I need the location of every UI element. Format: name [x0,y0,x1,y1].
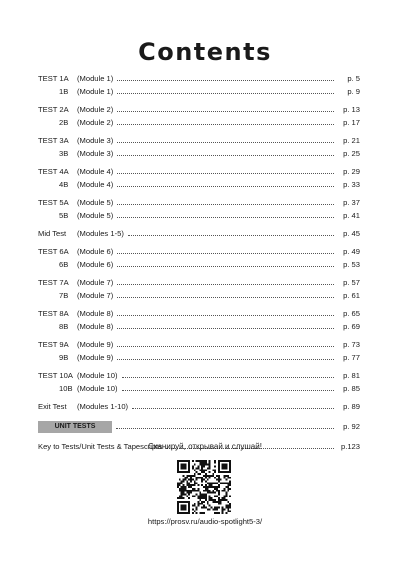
toc-module-label: (Module 7) [77,291,114,300]
toc-row[interactable] [38,351,360,364]
toc-row[interactable] [38,369,360,382]
toc-test-label: 9B [59,353,69,362]
unit-tests-label: UNIT TESTS [38,421,112,433]
toc-test-label: Mid Test [38,229,67,238]
toc-page-number: p. 89 [343,402,360,411]
toc-page-number: p. 85 [343,384,360,393]
toc-test-label: 1B [59,87,69,96]
toc-row[interactable] [38,72,360,85]
toc-row[interactable] [38,245,360,258]
toc-module-label: (Module 8) [77,309,114,318]
toc-row-unit-tests[interactable] [38,420,360,433]
dot-leader [117,93,334,94]
toc-module-label: (Module 1) [77,74,114,83]
dot-leader [117,297,334,298]
dot-leader [117,204,334,205]
dot-leader [132,408,334,409]
toc-test-label: 4B [59,180,69,189]
toc-page-number: p. 37 [343,198,360,207]
toc-module-label: (Module 5) [77,211,114,220]
toc-page-number: p. 29 [343,167,360,176]
toc-test-label: TEST 3A [38,136,69,145]
toc-module-label: (Module 10) [77,384,118,393]
toc-test-label: TEST 7A [38,278,69,287]
toc-row[interactable] [38,227,360,240]
toc-module-label: (Module 3) [77,149,114,158]
toc-test-label: 7B [59,291,69,300]
toc-page-number: p. 45 [343,229,360,238]
toc-page-number: p. 69 [343,322,360,331]
dot-leader [117,253,334,254]
toc-module-label: (Module 9) [77,353,114,362]
toc-module-label: (Module 6) [77,260,114,269]
table-of-contents [38,72,360,453]
toc-page-number: p. 5 [347,74,360,83]
toc-row[interactable] [38,134,360,147]
toc-module-label: (Module 9) [77,340,114,349]
dot-leader [116,428,334,429]
dot-leader [117,315,334,316]
toc-module-label: (Module 4) [77,180,114,189]
toc-row[interactable] [38,382,360,395]
toc-row[interactable] [38,307,360,320]
toc-page-number: p. 49 [343,247,360,256]
toc-test-label: TEST 5A [38,198,69,207]
toc-row[interactable] [38,400,360,413]
toc-module-label: (Module 5) [77,198,114,207]
toc-module-label: (Module 1) [77,87,114,96]
toc-page-number: p. 41 [343,211,360,220]
qr-code-icon[interactable] [177,460,231,514]
toc-page-number: p. 9 [347,87,360,96]
toc-row[interactable] [38,258,360,271]
toc-module-label: (Module 2) [77,118,114,127]
toc-page-number: p. 13 [343,105,360,114]
toc-test-label: TEST 4A [38,167,69,176]
toc-module-label: (Module 6) [77,247,114,256]
dot-leader [117,328,334,329]
toc-test-label: TEST 2A [38,105,69,114]
dot-leader [117,186,334,187]
toc-page-number: p. 21 [343,136,360,145]
dot-leader [117,80,334,81]
toc-page-number: p. 57 [343,278,360,287]
dot-leader [117,359,334,360]
toc-test-label: TEST 6A [38,247,69,256]
toc-page-number: p. 53 [343,260,360,269]
toc-row[interactable] [38,178,360,191]
dot-leader [117,284,334,285]
dot-leader [122,377,334,378]
toc-test-label: TEST 9A [38,340,69,349]
toc-test-label: 5B [59,211,69,220]
toc-page-number: p. 25 [343,149,360,158]
scan-prompt: Сканируй, открывай и слушай! [148,442,262,451]
toc-module-label: (Module 2) [77,105,114,114]
toc-row[interactable] [38,103,360,116]
toc-page-number: p.123 [340,442,360,451]
page-title: Contents [138,38,272,66]
toc-page-number: p. 73 [343,340,360,349]
toc-row[interactable] [38,147,360,160]
toc-test-label: 10B [59,384,73,393]
dot-leader [117,217,334,218]
dot-leader [117,346,334,347]
toc-module-label: (Module 10) [77,371,118,380]
toc-test-label: TEST 10A [38,371,73,380]
toc-row[interactable] [38,165,360,178]
dot-leader [117,173,334,174]
toc-page-number: p. 17 [343,118,360,127]
toc-page-number: p. 33 [343,180,360,189]
toc-module-label: (Module 4) [77,167,114,176]
toc-page-number: p. 92 [343,422,360,431]
toc-module-label: (Module 8) [77,322,114,331]
dot-leader [117,142,334,143]
dot-leader [117,266,334,267]
audio-link[interactable]: https://prosv.ru/audio-spotlight5-3/ [147,517,263,526]
toc-test-label: Exit Test [38,402,67,411]
toc-test-label: TEST 8A [38,309,69,318]
toc-row[interactable] [38,196,360,209]
toc-row[interactable] [38,320,360,333]
toc-module-label: (Modules 1-5) [77,229,124,238]
key-label: Key to Tests/Unit Tests & Tapescripts [38,442,163,451]
toc-module-label: (Modules 1-10) [77,402,129,411]
toc-page-number: p. 61 [343,291,360,300]
dot-leader [128,235,334,236]
toc-row[interactable] [38,338,360,351]
dot-leader [117,111,334,112]
dot-leader [117,124,334,125]
toc-module-label: (Module 7) [77,278,114,287]
toc-page-number: p. 65 [343,309,360,318]
toc-row[interactable] [38,289,360,302]
toc-page-number: p. 81 [343,371,360,380]
toc-row[interactable] [38,209,360,222]
toc-row[interactable] [38,116,360,129]
toc-row[interactable] [38,85,360,98]
dot-leader [122,390,334,391]
toc-test-label: 6B [59,260,69,269]
dot-leader [117,155,334,156]
toc-module-label: (Module 3) [77,136,114,145]
toc-page-number: p. 77 [343,353,360,362]
toc-test-label: 3B [59,149,69,158]
toc-test-label: TEST 1A [38,74,69,83]
toc-test-label: 8B [59,322,69,331]
toc-row[interactable] [38,276,360,289]
toc-test-label: 2B [59,118,69,127]
